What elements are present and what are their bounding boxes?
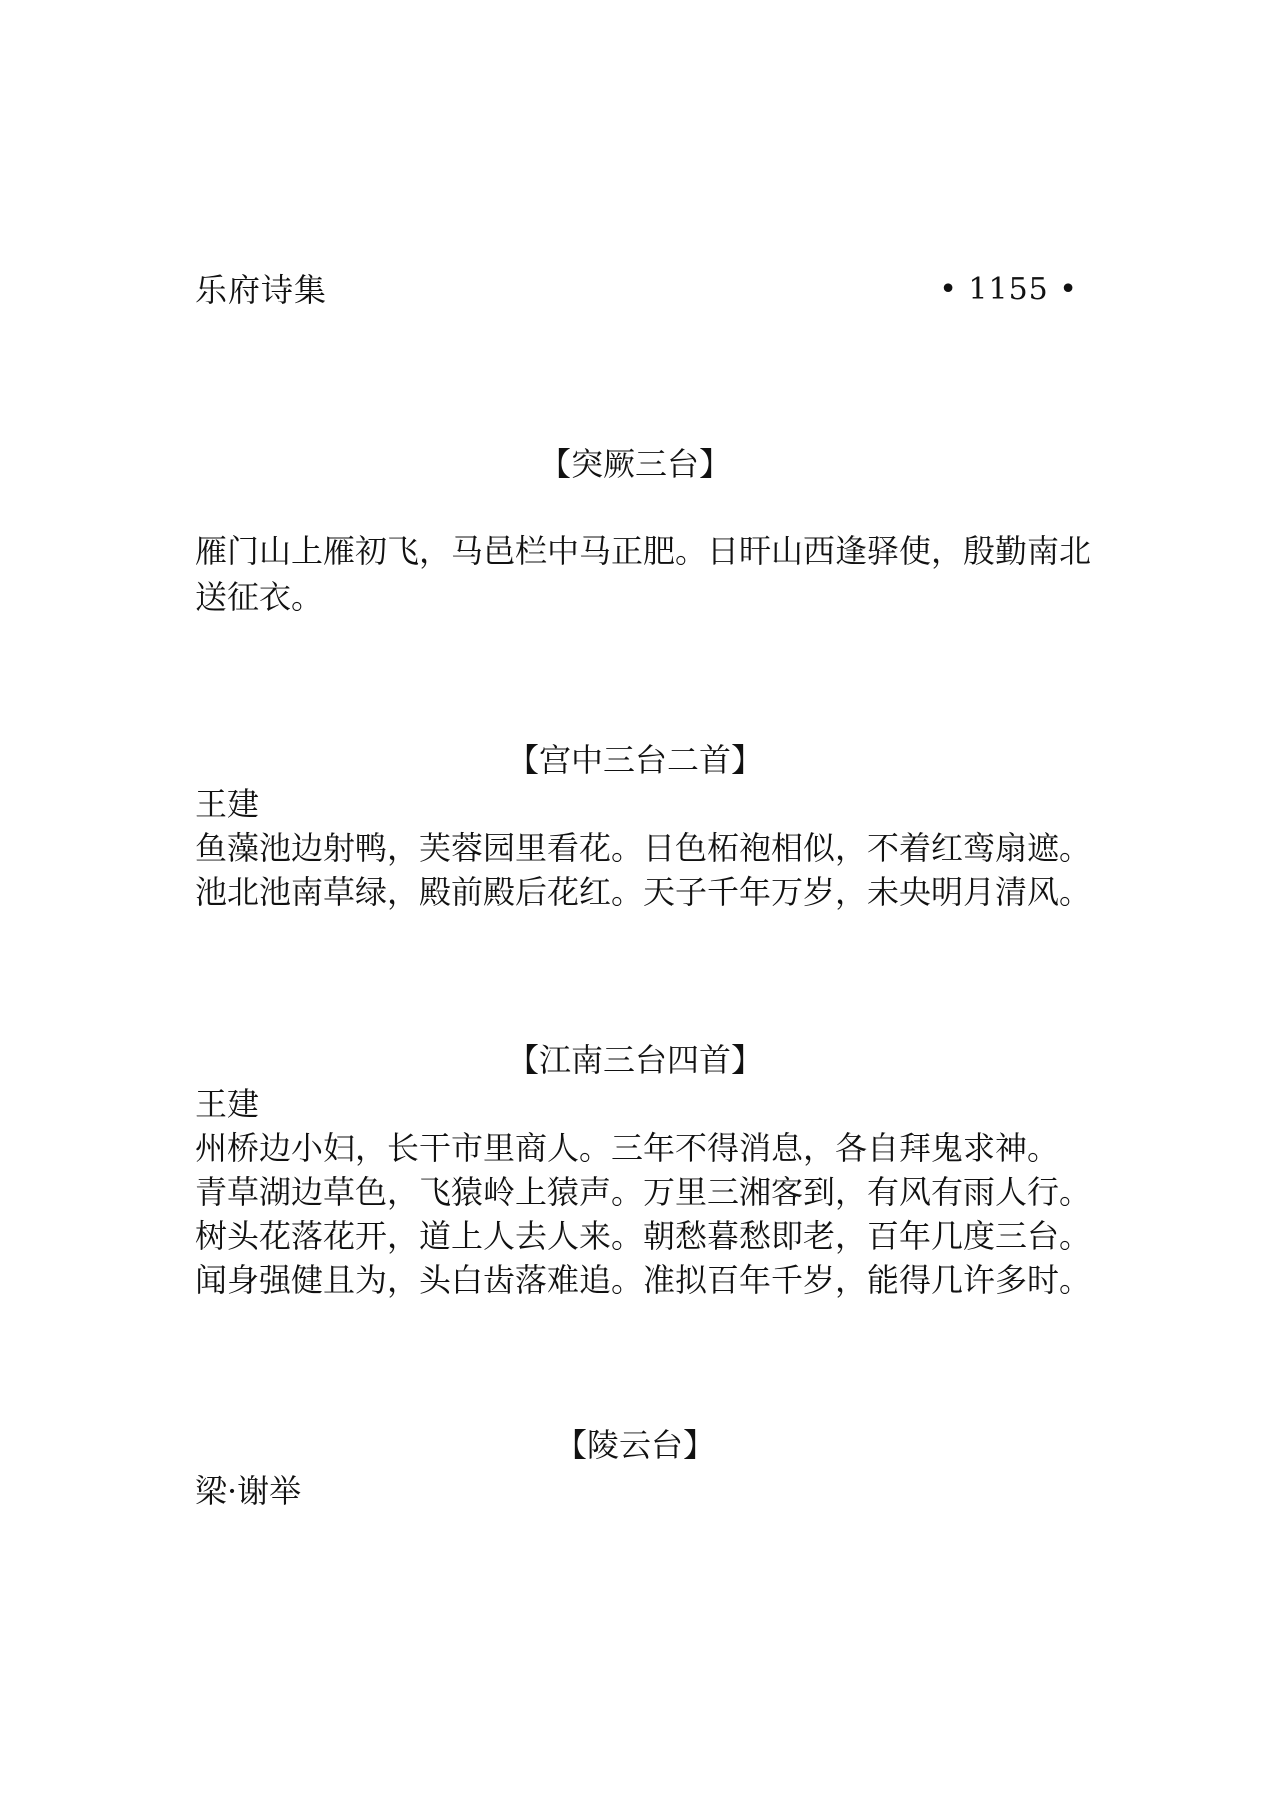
poem-line: 闻身强健且为，头白齿落难追。准拟百年千岁，能得几许多时。 — [195, 1261, 1092, 1299]
poem-text: 雁门山上雁初飞，马邑栏中马正肥。日旰山西逢驿使，殷勤南北送征衣。 — [195, 532, 1092, 616]
poem-section — [195, 738, 1115, 914]
running-head — [195, 270, 1078, 310]
poem-line: 青草湖边草色，飞猿岭上猿声。万里三湘客到，有风有雨人行。 — [195, 1173, 1092, 1211]
poem-title: 【突厥三台】 — [538, 445, 731, 483]
poem-line: 池北池南草绿，殿前殿后花红。天子千年万岁，未央明月清风。 — [195, 873, 1092, 911]
poem-author: 王建 — [195, 785, 260, 823]
poem-title: 【江南三台四首】 — [506, 1041, 763, 1079]
poem-line: 州桥边小妇，长干市里商人。三年不得消息，各自拜鬼求神。 — [195, 1129, 1060, 1167]
poem-author: 梁·谢举 — [195, 1472, 302, 1510]
poem-line: 树头花落花开，道上人去人来。朝愁暮愁即老，百年几度三台。 — [195, 1217, 1092, 1255]
poem-line: 鱼藻池边射鸭，芙蓉园里看花。日色柘袍相似，不着红鸾扇遮。 — [195, 829, 1092, 867]
page-number: • 1155 • — [939, 272, 1078, 307]
poem-section — [195, 442, 1115, 620]
poem-title: 【陵云台】 — [554, 1426, 715, 1464]
poem-author: 王建 — [195, 1085, 260, 1123]
poem-section — [195, 1038, 1115, 1302]
poem-title: 【宫中三台二首】 — [506, 741, 763, 779]
poem-section — [195, 1423, 1115, 1513]
book-title: 乐府诗集 — [195, 271, 328, 309]
